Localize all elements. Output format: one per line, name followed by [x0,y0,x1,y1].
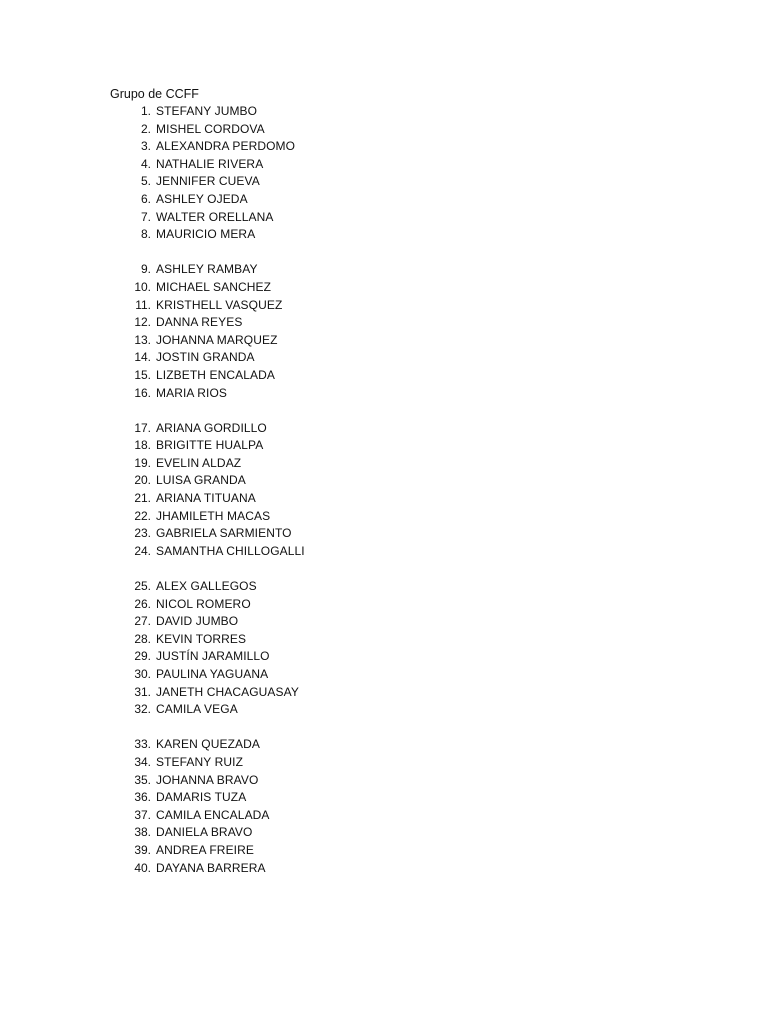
list-item [0,824,768,842]
list-item-number: 8. [140,227,151,242]
list-item [0,701,768,719]
list-item-number: 37. [134,807,151,822]
list-item-name: MICHAEL SANCHEZ [156,279,272,294]
list-item [0,314,768,332]
list-item [0,754,768,772]
list-item-number: 34. [134,754,151,769]
list-item-name: DAVID JUMBO [156,614,239,629]
list-item-number: 3. [140,139,151,154]
list-item-name: GABRIELA SARMIENTO [156,526,292,541]
list-item-number: 17. [134,420,151,435]
list-item-number: 22. [134,508,151,523]
list-item-number: 39. [134,842,151,857]
list-item [0,138,768,156]
list-item-name: ANDREA FREIRE [156,842,254,857]
list-item-number: 6. [140,191,151,206]
list-item [0,666,768,684]
list-item-number: 31. [134,684,151,699]
list-item-number: 16. [134,385,151,400]
list-item-name: JOSTIN GRANDA [156,350,255,365]
list-item [0,209,768,227]
name-group [0,420,768,561]
list-item [0,684,768,702]
list-item-name: STEFANY JUMBO [156,104,258,118]
list-item-number: 33. [134,737,151,752]
list-item [0,736,768,754]
list-item [0,842,768,860]
list-item-number: 27. [134,614,151,629]
list-item-name: JOHANNA BRAVO [156,772,259,787]
list-item-number: 1. [140,104,151,118]
numbered-name-list [0,103,768,877]
list-item-name: WALTER ORELLANA [156,209,274,224]
list-item-number: 9. [140,262,151,277]
list-item-name: DAYANA BARRERA [156,860,266,875]
list-item [0,455,768,473]
list-item-number: 14. [134,350,151,365]
list-item-name: KRISTHELL VASQUEZ [156,297,283,312]
list-item-number: 11. [135,297,151,312]
list-item [0,261,768,279]
list-item [0,789,768,807]
list-item-number: 15. [134,367,151,382]
list-item-name: JANETH CHACAGUASAY [156,684,299,699]
name-group [0,578,768,719]
list-item-name: KEVIN TORRES [156,631,247,646]
list-item-name: DANIELA BRAVO [156,825,253,840]
list-item-number: 29. [134,649,151,664]
name-group [0,736,768,877]
list-item-number: 26. [134,596,151,611]
list-item-number: 25. [134,579,151,594]
list-item-name: MISHEL CORDOVA [156,121,265,136]
list-item [0,437,768,455]
list-item-number: 13. [134,332,151,347]
list-item [0,349,768,367]
list-item-number: 19. [134,455,151,470]
list-item-number: 2. [140,121,151,136]
list-item [0,279,768,297]
list-item [0,156,768,174]
list-item [0,596,768,614]
list-item [0,613,768,631]
list-item-name: BRIGITTE HUALPA [156,438,264,453]
list-item-number: 7. [140,209,151,224]
list-item-name: JUSTÍN JARAMILLO [156,649,270,664]
list-item [0,332,768,350]
list-item-number: 10. [134,279,151,294]
list-item-name: SAMANTHA CHILLOGALLI [156,543,305,558]
list-item-number: 23. [134,526,151,541]
list-item [0,490,768,508]
list-item [0,472,768,490]
list-item-name: LIZBETH ENCALADA [156,367,275,382]
list-item-name: ARIANA GORDILLO [156,420,267,435]
list-item-name: CAMILA ENCALADA [156,807,270,822]
list-item [0,772,768,790]
list-item-name: MAURICIO MERA [156,227,256,242]
list-item [0,226,768,244]
list-item-name: DANNA REYES [156,315,243,330]
list-item-number: 18. [134,438,151,453]
list-item-number: 30. [134,667,151,681]
list-item [0,121,768,139]
list-item-number: 12. [134,315,151,330]
list-item-name: NATHALIE RIVERA [156,156,264,171]
list-item-name: ASHLEY OJEDA [156,191,248,206]
list-item-name: MARIA RIOS [156,385,228,400]
list-item-number: 40. [134,860,151,875]
list-item-number: 32. [134,702,151,717]
list-item [0,103,768,121]
list-item-number: 20. [134,473,151,488]
name-group [0,103,768,244]
list-item [0,525,768,543]
list-item [0,173,768,191]
list-item-number: 24. [134,543,151,558]
list-item [0,807,768,825]
list-item-number: 36. [134,790,151,805]
list-item-name: ARIANA TITUANA [156,491,256,506]
list-item [0,578,768,596]
list-item [0,367,768,385]
document-title: Grupo de CCFF [110,87,199,101]
list-item-name: STEFANY RUIZ [156,754,243,769]
list-item-name: EVELIN ALDAZ [156,455,242,470]
list-item-number: 21. [134,491,151,506]
list-item [0,860,768,878]
list-item [0,648,768,666]
list-item [0,420,768,438]
list-item-name: JOHANNA MARQUEZ [156,332,278,347]
list-item-name: ALEX GALLEGOS [156,579,257,594]
list-item-name: JHAMILETH MACAS [156,508,271,523]
list-item-name: JENNIFER CUEVA [156,174,260,189]
list-item [0,297,768,315]
list-item-number: 28. [134,631,151,646]
list-item [0,385,768,403]
list-item-name: ASHLEY RAMBAY [156,262,258,277]
list-item [0,631,768,649]
list-item-name: DAMARIS TUZA [156,790,247,805]
list-item-name: CAMILA VEGA [156,702,238,717]
list-item [0,543,768,561]
list-item-name: NICOL ROMERO [156,596,251,611]
list-item-number: 4. [140,156,151,171]
list-item-number: 35. [134,772,151,787]
name-group [0,261,768,402]
list-item-name: LUISA GRANDA [156,473,246,488]
list-item [0,191,768,209]
list-item-number: 38. [134,825,151,840]
list-item-name: KAREN QUEZADA [156,737,260,752]
list-item-number: 5. [140,174,151,189]
list-item-name: ALEXANDRA PERDOMO [156,139,296,154]
list-item [0,508,768,526]
list-item-name: PAULINA YAGUANA [156,667,269,681]
